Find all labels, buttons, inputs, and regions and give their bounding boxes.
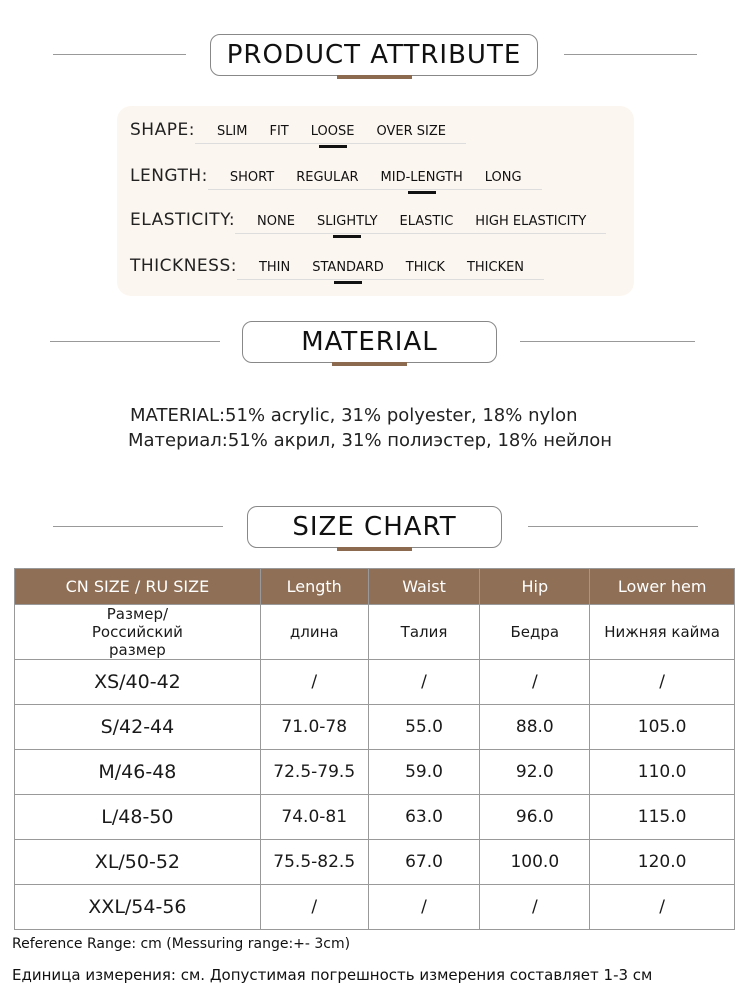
column-header: Length bbox=[260, 569, 368, 605]
table-cell: 105.0 bbox=[590, 705, 735, 750]
attribute-panel bbox=[117, 106, 634, 296]
table-cell: 115.0 bbox=[590, 795, 735, 840]
table-cell: 120.0 bbox=[590, 840, 735, 885]
attribute-label: THICKNESS: bbox=[130, 256, 237, 276]
table-cell: 59.0 bbox=[368, 750, 480, 795]
table-cell: 55.0 bbox=[368, 705, 480, 750]
attribute-label: LENGTH: bbox=[130, 166, 208, 186]
table-cell: 110.0 bbox=[590, 750, 735, 795]
attribute-row bbox=[130, 120, 466, 144]
attribute-option: OVER SIZE bbox=[376, 124, 446, 139]
attribute-row bbox=[130, 210, 606, 234]
table-cell: XXL/54-56 bbox=[15, 885, 261, 930]
table-row bbox=[15, 705, 735, 750]
attribute-option: FIT bbox=[269, 124, 289, 139]
reference-range-note: Reference Range: cm (Messuring range:+- 3cm) bbox=[12, 936, 351, 952]
table-cell: / bbox=[480, 660, 590, 705]
attribute-option: THIN bbox=[258, 260, 291, 275]
table-cell: S/42-44 bbox=[15, 705, 261, 750]
column-header: Waist bbox=[368, 569, 480, 605]
table-cell: / bbox=[368, 660, 480, 705]
table-row bbox=[15, 795, 735, 840]
attribute-label: ELASTICITY: bbox=[130, 210, 236, 230]
table-header-row bbox=[15, 569, 735, 605]
attribute-option: THICK bbox=[405, 260, 445, 275]
table-cell: 71.0-78 bbox=[260, 705, 368, 750]
attribute-options bbox=[237, 260, 544, 280]
column-header-ru: Нижняя кайма bbox=[590, 605, 735, 660]
size-chart-table bbox=[14, 568, 735, 930]
column-header: Hip bbox=[480, 569, 590, 605]
attribute-options bbox=[195, 124, 466, 144]
material-en: MATERIAL:51% acrylic, 31% polyester, 18% nylon bbox=[130, 405, 578, 426]
measurement-note-ru: Единица измерения: см. Допустимая погрешность измерения составляет 1-3 см bbox=[12, 966, 653, 984]
product-attribute-header bbox=[0, 34, 750, 84]
attribute-option: SLIGHTLY bbox=[316, 214, 378, 229]
table-cell: 100.0 bbox=[480, 840, 590, 885]
attribute-option: LONG bbox=[484, 170, 522, 185]
table-cell: 75.5-82.5 bbox=[260, 840, 368, 885]
table-cell: 88.0 bbox=[480, 705, 590, 750]
column-header-ru: Бедра bbox=[480, 605, 590, 660]
table-cell: / bbox=[260, 660, 368, 705]
attribute-option: MID-LENGTH bbox=[380, 170, 463, 185]
table-cell: 96.0 bbox=[480, 795, 590, 840]
table-cell: / bbox=[260, 885, 368, 930]
table-row bbox=[15, 840, 735, 885]
section-title: SIZE CHART bbox=[247, 506, 502, 548]
table-cell: 92.0 bbox=[480, 750, 590, 795]
table-cell: L/48-50 bbox=[15, 795, 261, 840]
table-header-ru-row bbox=[15, 605, 735, 660]
attribute-option: NONE bbox=[257, 214, 295, 229]
attribute-option: ELASTIC bbox=[399, 214, 454, 229]
attribute-option: THICKEN bbox=[466, 260, 525, 275]
table-row bbox=[15, 660, 735, 705]
attribute-options bbox=[235, 214, 606, 234]
column-header-ru: Размер/Российский размер bbox=[15, 605, 261, 660]
table-cell: / bbox=[590, 660, 735, 705]
attribute-option: SHORT bbox=[229, 170, 275, 185]
column-header: Lower hem bbox=[590, 569, 735, 605]
attribute-row bbox=[130, 256, 544, 280]
table-cell: XS/40-42 bbox=[15, 660, 261, 705]
column-header-ru: длина bbox=[260, 605, 368, 660]
attribute-option: STANDARD bbox=[312, 260, 384, 275]
attribute-row bbox=[130, 166, 542, 190]
attribute-option: HIGH ELASTICITY bbox=[475, 214, 587, 229]
section-title: PRODUCT ATTRIBUTE bbox=[210, 34, 538, 76]
attribute-options bbox=[208, 170, 542, 190]
attribute-option: SLIM bbox=[216, 124, 248, 139]
table-cell: / bbox=[480, 885, 590, 930]
table-cell: M/46-48 bbox=[15, 750, 261, 795]
table-cell: 72.5-79.5 bbox=[260, 750, 368, 795]
table-cell: / bbox=[590, 885, 735, 930]
table-row bbox=[15, 885, 735, 930]
column-header: CN SIZE / RU SIZE bbox=[15, 569, 261, 605]
table-cell: XL/50-52 bbox=[15, 840, 261, 885]
attribute-option: LOOSE bbox=[310, 124, 355, 139]
table-cell: / bbox=[368, 885, 480, 930]
table-row bbox=[15, 750, 735, 795]
size-chart-header bbox=[0, 506, 750, 556]
column-header-ru: Талия bbox=[368, 605, 480, 660]
attribute-label: SHAPE: bbox=[130, 120, 195, 140]
material-header bbox=[0, 321, 750, 371]
table-cell: 63.0 bbox=[368, 795, 480, 840]
section-title: MATERIAL bbox=[242, 321, 497, 363]
table-cell: 67.0 bbox=[368, 840, 480, 885]
attribute-option: REGULAR bbox=[296, 170, 359, 185]
material-ru: Материал:51% акрил, 31% полиэстер, 18% нейлон bbox=[128, 430, 613, 451]
table-cell: 74.0-81 bbox=[260, 795, 368, 840]
